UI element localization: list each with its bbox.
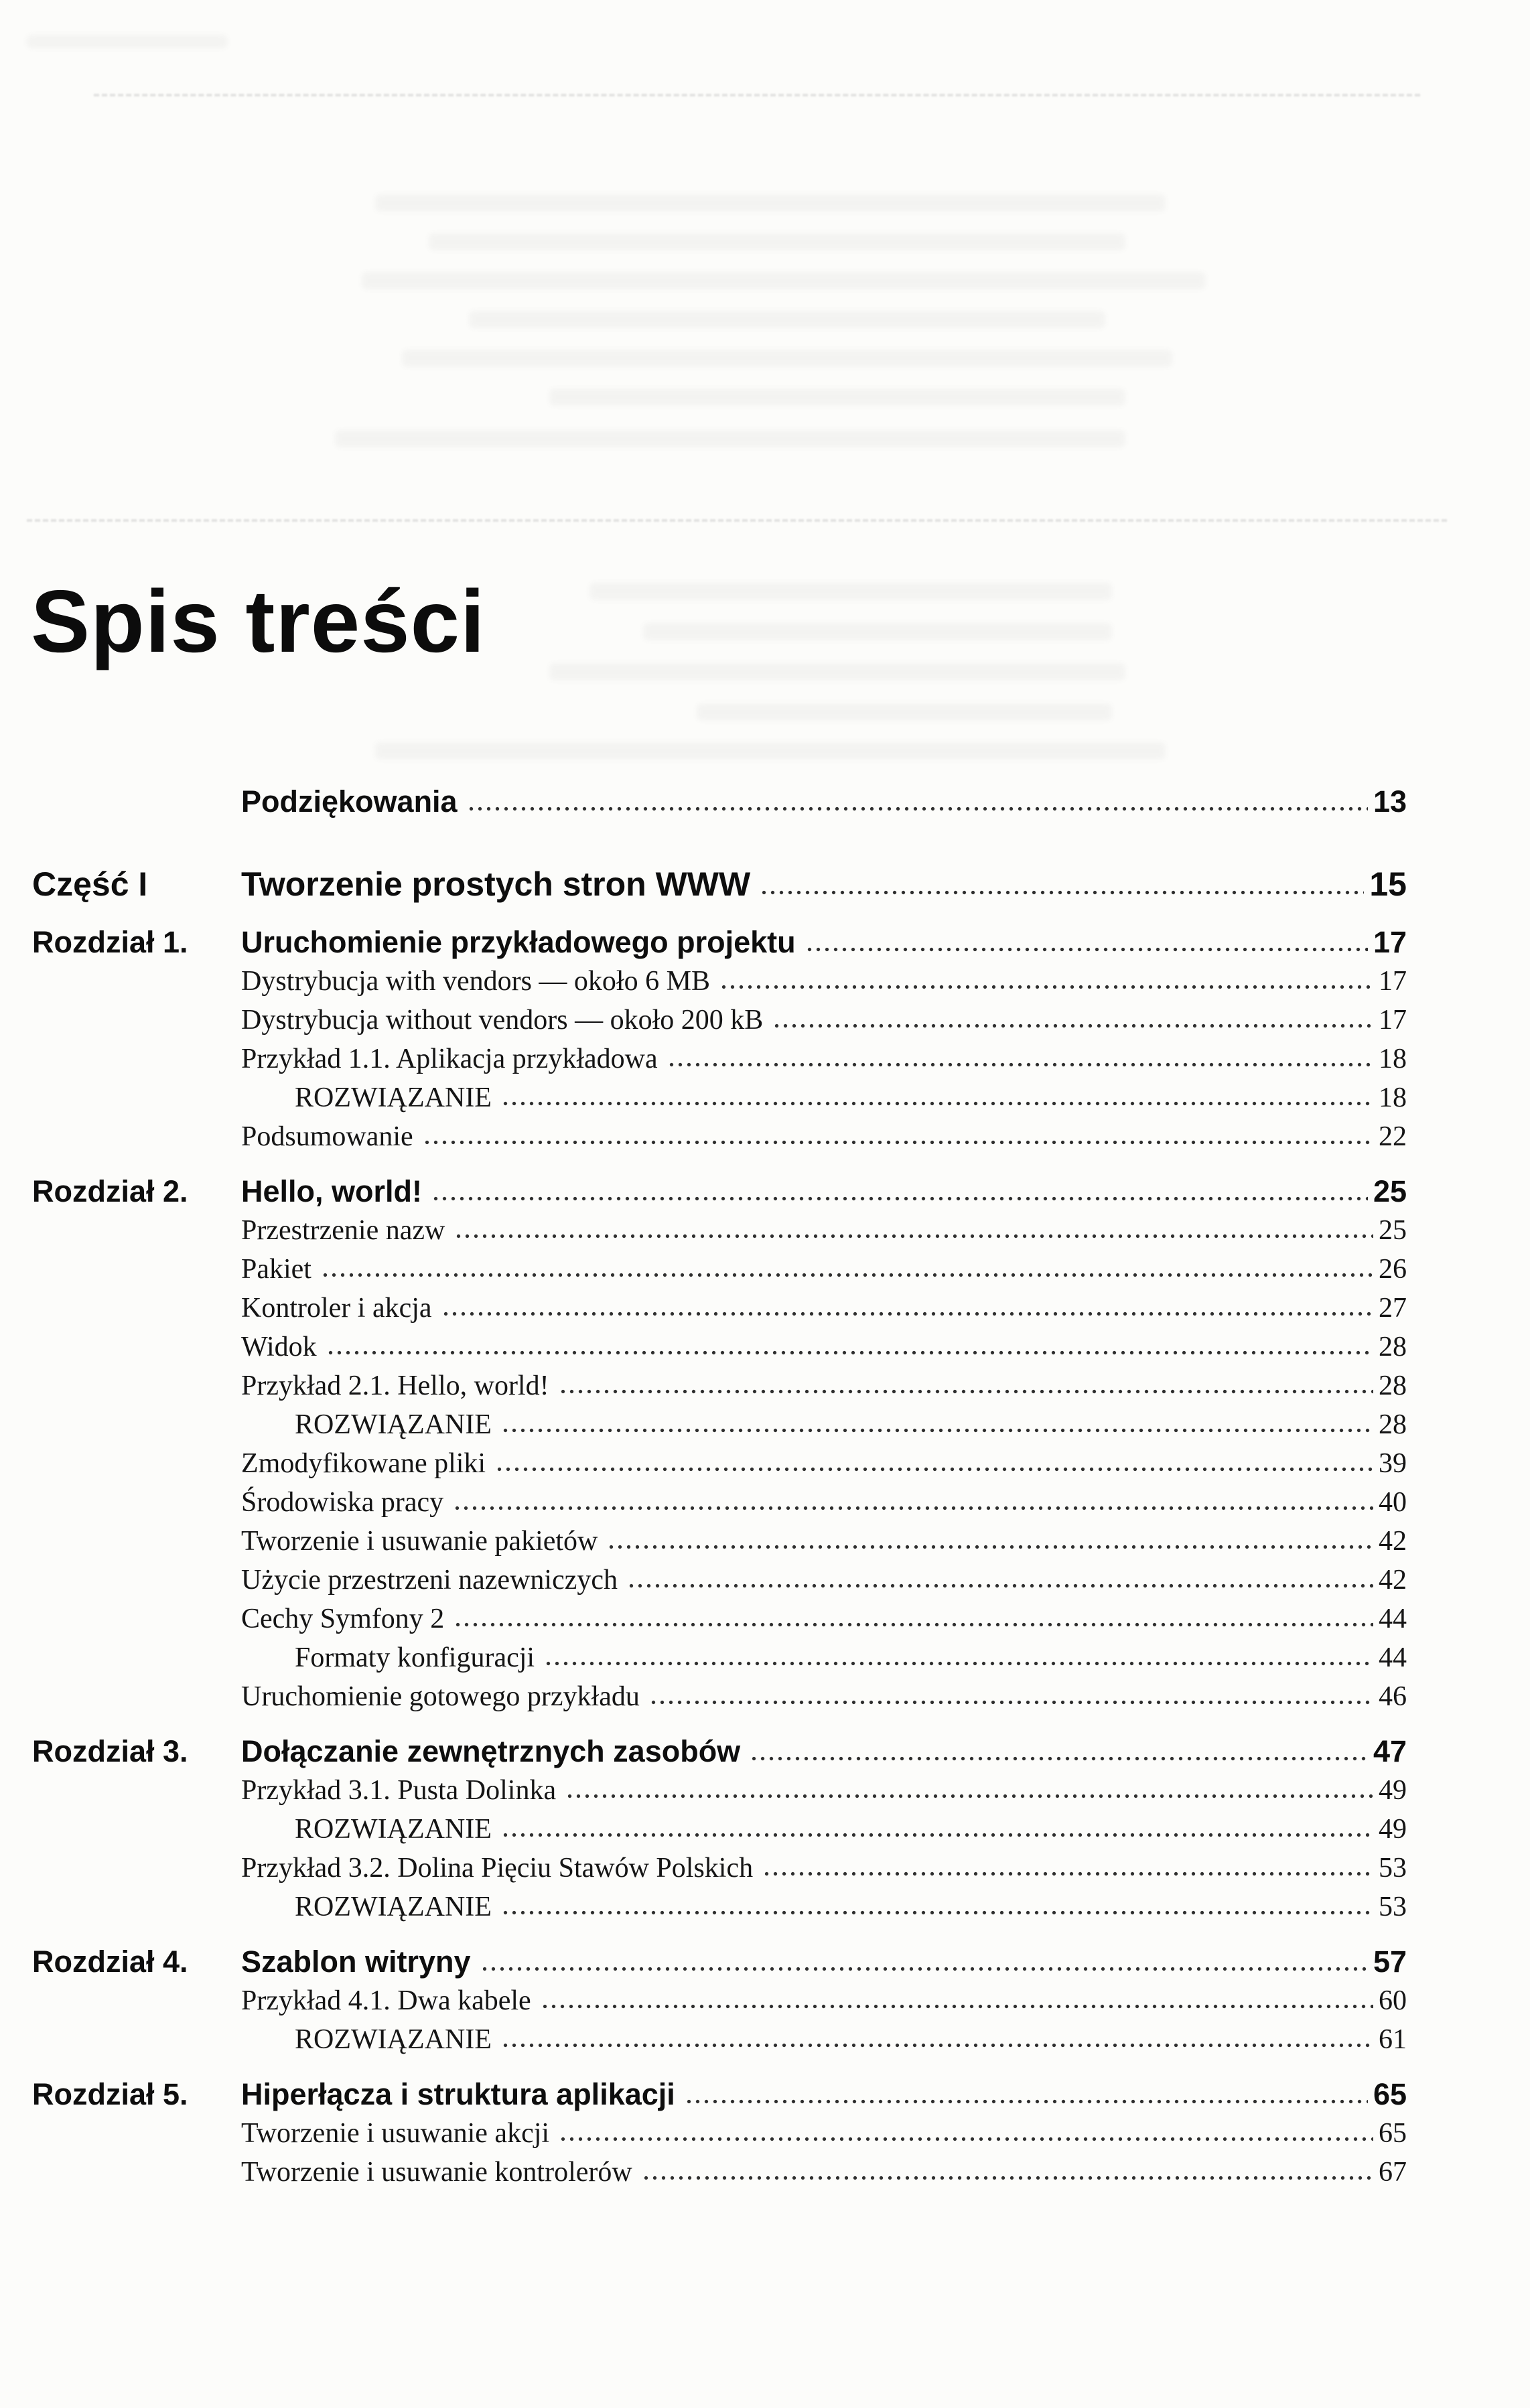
- dot-leader: [642, 2175, 1373, 2181]
- dot-leader: [501, 1832, 1373, 1838]
- toc-entry-title: ROZWIĄZANIE: [295, 1082, 492, 1113]
- toc-page-number: 28: [1379, 1370, 1407, 1401]
- toc-row: [32, 1405, 1407, 1444]
- dot-leader: [321, 1272, 1373, 1278]
- toc-row: [32, 962, 1407, 1001]
- toc-entry-title: Podsumowanie: [241, 1121, 413, 1152]
- dot-leader: [453, 1505, 1373, 1511]
- toc-entry-title: Widok: [241, 1332, 317, 1362]
- toc-row: [32, 1040, 1407, 1078]
- toc-row: [32, 1849, 1407, 1888]
- toc-row: [32, 1600, 1407, 1638]
- toc-page-number: 65: [1379, 2118, 1407, 2149]
- toc-page-number: 49: [1379, 1814, 1407, 1845]
- bleed-through-artifact: [643, 623, 1112, 640]
- dot-leader: [326, 1350, 1373, 1356]
- toc-entry-title: Tworzenie prostych stron WWW: [241, 865, 751, 903]
- toc-page-number: 25: [1379, 1215, 1407, 1246]
- dot-leader: [501, 1427, 1373, 1433]
- toc-row: [32, 2075, 1407, 2114]
- toc-entry-title: Uruchomienie gotowego przykładu: [241, 1681, 640, 1712]
- toc-entry-title: Cechy Symfony 2: [241, 1604, 445, 1634]
- toc-page-number: 17: [1379, 1005, 1407, 1036]
- scan-artifact-line: [27, 519, 1447, 522]
- toc-row: [32, 1444, 1407, 1483]
- toc-entry-title: ROZWIĄZANIE: [295, 1814, 492, 1845]
- dot-leader: [501, 1101, 1373, 1107]
- toc-entry-title: Dystrybucja with vendors — około 6 MB: [241, 966, 710, 997]
- toc-entry-title: Hiperłącza i struktura aplikacji: [241, 2077, 675, 2111]
- toc-page-number: 22: [1379, 1121, 1407, 1152]
- toc-row: [32, 1561, 1407, 1600]
- toc-entry-title: ROZWIĄZANIE: [295, 1892, 492, 1922]
- toc-row: [32, 1078, 1407, 1117]
- toc-row: [32, 1732, 1407, 1771]
- toc-page-number: 47: [1373, 1734, 1407, 1768]
- toc-row: [32, 1289, 1407, 1328]
- bleed-through-artifact: [549, 663, 1125, 681]
- dot-leader: [667, 1062, 1373, 1068]
- toc-entry-title: Przykład 2.1. Hello, world!: [241, 1370, 549, 1401]
- toc-entry-title: Podziękowania: [241, 784, 458, 819]
- dot-leader: [441, 1311, 1373, 1317]
- toc-page-number: 49: [1379, 1775, 1407, 1806]
- toc-label: Rozdział 2.: [32, 1174, 188, 1208]
- toc-row: [32, 1810, 1407, 1849]
- toc-row: [32, 782, 1407, 821]
- toc-page-number: 57: [1373, 1944, 1407, 1979]
- dot-leader: [649, 1699, 1373, 1705]
- scan-artifact-line: [94, 94, 1420, 96]
- toc-row: [32, 1117, 1407, 1156]
- dot-leader: [454, 1233, 1373, 1239]
- toc-row: [32, 923, 1407, 962]
- bleed-through-artifact: [335, 430, 1125, 447]
- toc-page-number: 17: [1379, 966, 1407, 997]
- toc-row: [32, 1483, 1407, 1522]
- toc-row: [32, 1001, 1407, 1040]
- dot-leader: [762, 1871, 1373, 1877]
- dot-leader: [760, 890, 1364, 896]
- dot-leader: [454, 1622, 1373, 1628]
- dot-leader: [565, 1793, 1373, 1799]
- dot-leader: [750, 1756, 1368, 1762]
- toc-label: Część I: [32, 865, 148, 903]
- toc-row: [32, 1522, 1407, 1561]
- toc-row: [32, 1366, 1407, 1405]
- toc-entry-title: Tworzenie i usuwanie akcji: [241, 2118, 550, 2149]
- toc-entry-title: Dołączanie zewnętrznych zasobów: [241, 1734, 741, 1768]
- toc-page-number: 26: [1379, 1254, 1407, 1285]
- toc-row: [32, 1328, 1407, 1366]
- toc-row: [32, 1211, 1407, 1250]
- dot-leader: [423, 1139, 1373, 1145]
- toc-entry-title: Formaty konfiguracji: [295, 1642, 535, 1673]
- toc-label: Rozdział 1.: [32, 925, 188, 959]
- dot-leader: [607, 1544, 1373, 1550]
- bleed-through-artifact: [362, 272, 1206, 289]
- bleed-through-artifact: [697, 703, 1112, 721]
- dot-leader: [541, 2003, 1373, 2009]
- dot-leader: [559, 1389, 1373, 1395]
- toc-label: Rozdział 4.: [32, 1944, 188, 1979]
- dot-leader: [772, 1023, 1373, 1029]
- toc-entry-title: Hello, world!: [241, 1174, 422, 1208]
- toc-page-number: 25: [1373, 1174, 1407, 1208]
- dot-leader: [805, 946, 1368, 952]
- toc-row: [32, 1771, 1407, 1810]
- toc-page-number: 15: [1369, 865, 1407, 903]
- toc-entry-title: Przykład 1.1. Aplikacja przykładowa: [241, 1044, 658, 1074]
- toc-row: [32, 2020, 1407, 2059]
- toc-page-number: 18: [1379, 1044, 1407, 1074]
- toc-row: [32, 1981, 1407, 2020]
- bleed-through-artifact: [375, 742, 1166, 760]
- dot-leader: [467, 806, 1368, 812]
- toc-entry-title: Szablon witryny: [241, 1944, 471, 1979]
- toc-label: Rozdział 5.: [32, 2077, 188, 2111]
- toc-entry-title: ROZWIĄZANIE: [295, 1409, 492, 1440]
- dot-leader: [559, 2136, 1373, 2142]
- toc-page-number: 44: [1379, 1604, 1407, 1634]
- toc-entry-title: Uruchomienie przykładowego projektu: [241, 925, 796, 959]
- toc-page-number: 42: [1379, 1526, 1407, 1557]
- dot-leader: [501, 2042, 1373, 2048]
- toc-page-number: 53: [1379, 1853, 1407, 1884]
- dot-leader: [719, 984, 1373, 990]
- toc-row: [32, 1677, 1407, 1716]
- toc-entry-title: Przestrzenie nazw: [241, 1215, 445, 1246]
- toc-row: [32, 2114, 1407, 2153]
- bleed-through-artifact: [429, 233, 1125, 251]
- toc-page-number: 46: [1379, 1681, 1407, 1712]
- toc-page-number: 18: [1379, 1082, 1407, 1113]
- dot-leader: [544, 1660, 1373, 1667]
- toc-entry-title: Pakiet: [241, 1254, 311, 1285]
- toc-page-number: 65: [1373, 2077, 1407, 2111]
- toc-entry-title: Zmodyfikowane pliki: [241, 1448, 486, 1479]
- dot-leader: [685, 2099, 1368, 2105]
- toc-page-number: 28: [1379, 1332, 1407, 1362]
- toc-row: [32, 1250, 1407, 1289]
- bleed-through-artifact: [589, 583, 1112, 600]
- dot-leader: [627, 1583, 1373, 1589]
- toc-page-number: 28: [1379, 1409, 1407, 1440]
- dot-leader: [480, 1966, 1368, 1972]
- page-title: Spis treści: [31, 572, 486, 670]
- dot-leader: [501, 1910, 1373, 1916]
- toc-entry-title: Środowiska pracy: [241, 1487, 444, 1518]
- toc-page-number: 44: [1379, 1642, 1407, 1673]
- toc-label: Rozdział 3.: [32, 1734, 188, 1768]
- bleed-through-artifact: [549, 388, 1125, 406]
- toc-row: [32, 861, 1407, 907]
- toc-page-number: 53: [1379, 1892, 1407, 1922]
- toc-entry-title: Dystrybucja without vendors — około 200 kB: [241, 1005, 764, 1036]
- toc-entry-title: Przykład 3.1. Pusta Dolinka: [241, 1775, 557, 1806]
- toc-page-number: 60: [1379, 1985, 1407, 2016]
- toc-row: [32, 1888, 1407, 1926]
- bleed-through-artifact: [375, 194, 1166, 212]
- toc-entry-title: ROZWIĄZANIE: [295, 2024, 492, 2055]
- toc-row: [32, 1942, 1407, 1981]
- toc-entry-title: Tworzenie i usuwanie kontrolerów: [241, 2157, 632, 2188]
- toc-page-number: 39: [1379, 1448, 1407, 1479]
- bleed-through-artifact: [469, 311, 1105, 328]
- toc-entry-title: Przykład 3.2. Dolina Pięciu Stawów Polskich: [241, 1853, 754, 1884]
- toc-page-number: 42: [1379, 1565, 1407, 1596]
- toc-page-number: 67: [1379, 2157, 1407, 2188]
- bleed-through-artifact: [402, 350, 1172, 367]
- toc-row: [32, 2153, 1407, 2192]
- toc-page-number: 61: [1379, 2024, 1407, 2055]
- toc-row: [32, 1638, 1407, 1677]
- bleed-through-artifact: [27, 35, 228, 48]
- toc-page-number: 17: [1373, 925, 1407, 959]
- toc-page-number: 27: [1379, 1293, 1407, 1324]
- toc-entry-title: Kontroler i akcja: [241, 1293, 432, 1324]
- table-of-contents: [32, 782, 1407, 2192]
- toc-entry-title: Użycie przestrzeni nazewniczych: [241, 1565, 618, 1596]
- toc-row: [32, 1172, 1407, 1211]
- toc-page-number: 40: [1379, 1487, 1407, 1518]
- dot-leader: [431, 1196, 1368, 1202]
- dot-leader: [495, 1466, 1373, 1472]
- toc-page-number: 13: [1373, 784, 1407, 819]
- toc-entry-title: Tworzenie i usuwanie pakietów: [241, 1526, 598, 1557]
- toc-entry-title: Przykład 4.1. Dwa kabele: [241, 1985, 531, 2016]
